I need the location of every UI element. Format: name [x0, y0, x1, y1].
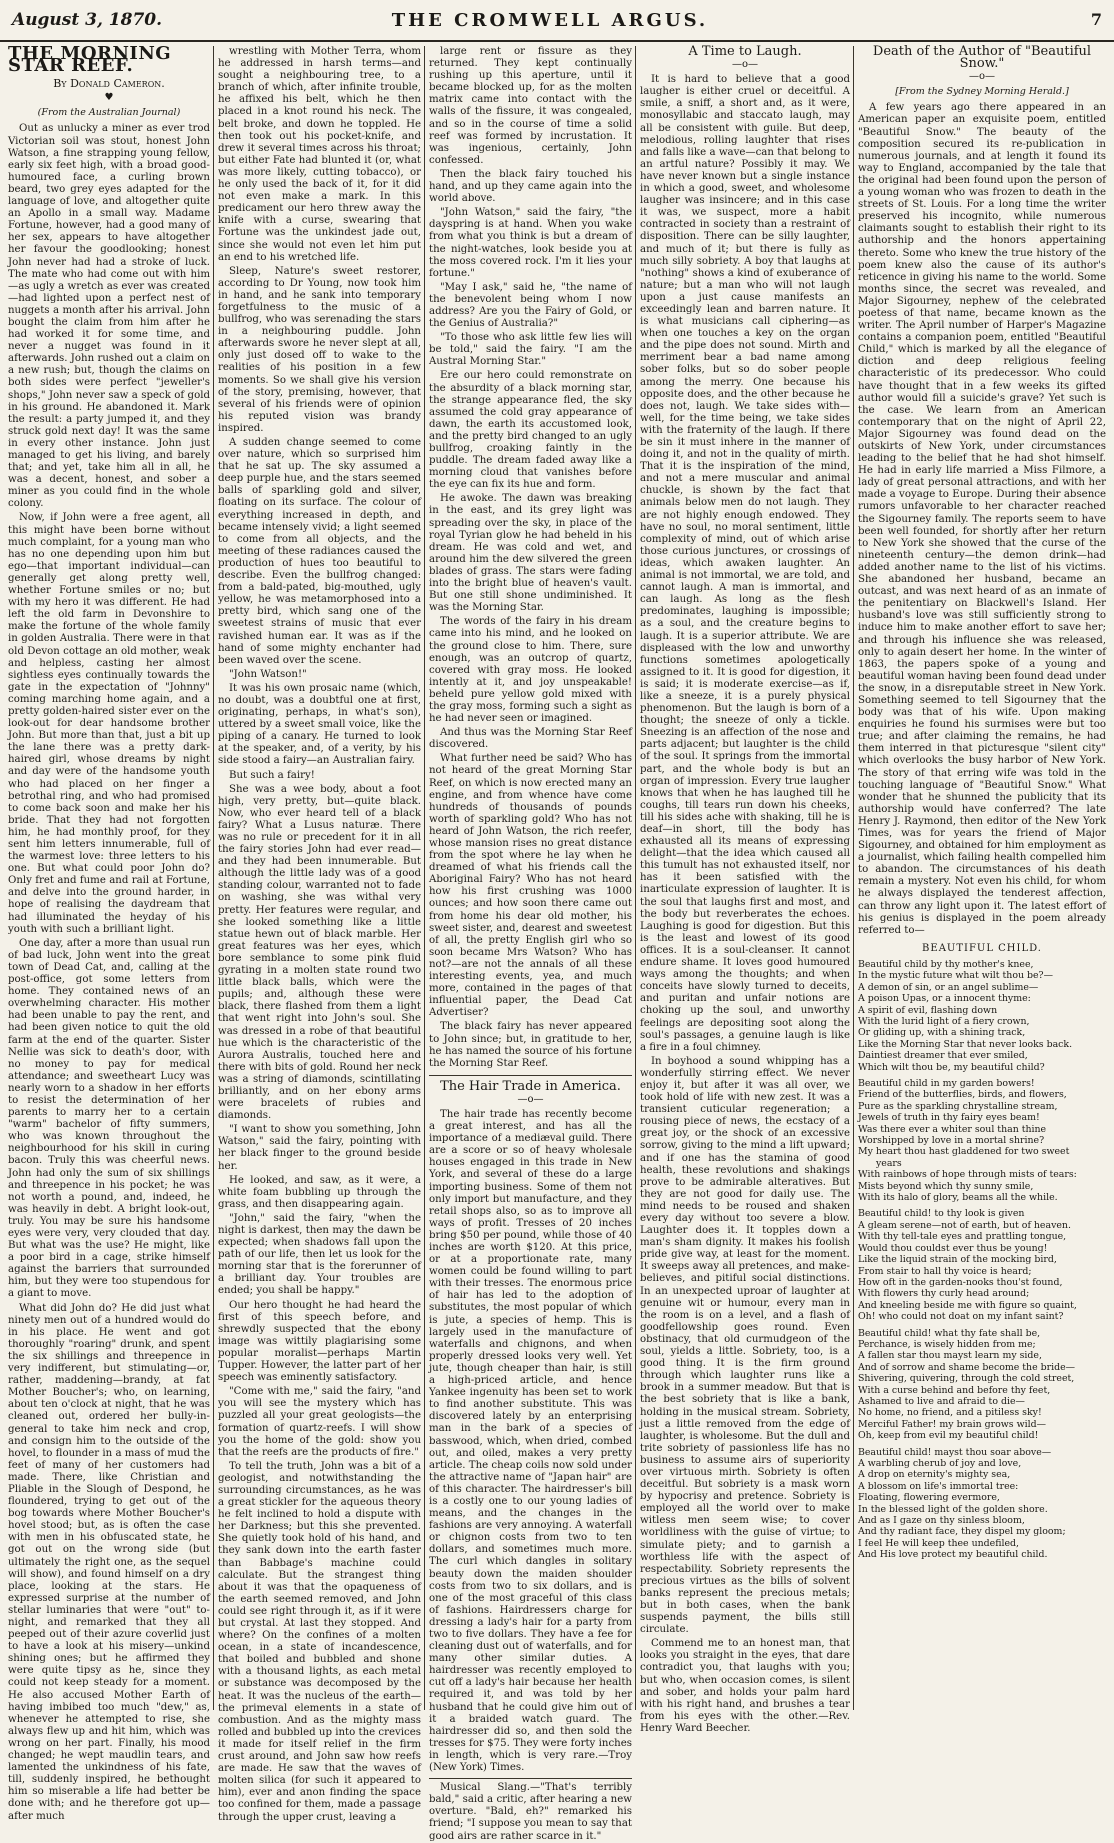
article-body: [429, 1109, 632, 1774]
poem-line: With a curse behind and before thy feet,: [858, 1384, 1051, 1396]
poem-line: Shivering, quivering, through the cold street,: [858, 1373, 1075, 1385]
paragraph: A sudden change seemed to come over nature, which so surprised him that he sat up. The sky assumed a deep purple hue, and the stars seemed balls of sparkling gold and silver, floating on its surface. The colour of everything increased in depth, and became intensely vivid; a light seemed to come from all objects, and the meeting of these radiances caused the production of hues too beautiful to describe. Even the bullfrog changed: from a bald-pated, big-mouthed, ugly yellow, he was metamorphosed into a pretty bird, which sang one of the sweetest strains of music that ever ravished human ear. It was as if the hand of some mighty enchanter had been waved over the scene.: [218, 437, 421, 666]
paragraph: "John Watson," said the fairy, "the dayspring is at hand. When you wake from what you think is but a dream of the night-watches, look beside you at the moss covered rock. I'm it lies your fortune.": [429, 207, 632, 279]
newspaper-title: THE CROMWELL ARGUS.: [391, 10, 709, 31]
poem-line: And thy radiant face, they dispel my gloom;: [858, 1526, 1066, 1538]
article-headline: THE MORNING STAR REEF.: [8, 43, 172, 77]
poem-line: A drop on eternity's mighty sea,: [858, 1469, 1011, 1481]
poem-line: Merciful Father! my brain grows wild—: [858, 1418, 1046, 1430]
poem-line: Beautiful child in my garden bowers!: [858, 1078, 1035, 1089]
paragraph: Our hero thought he had heard the first of this speech before, and shrewdly suspected that the ebony image was wittily plagiarising some popular moralist—perhaps Martin Tupper. However, the latter part of her speech was eminently satisfactory.: [218, 1299, 421, 1384]
article-body-continued: [218, 46, 421, 1824]
paragraph: "Come with me," said the fairy, "and you will see the mystery which has puzzled all your great geologists—the formation of quartz-reefs. I will show you the home of the gold: show you that the reefs are the products of fire.": [218, 1386, 421, 1458]
poem-line: Beautiful child! mayst thou soar above—: [858, 1446, 1052, 1458]
paragraph: But such a fairy!: [229, 769, 315, 781]
poem-line: A gleam serene—not of earth, but of heaven.: [858, 1219, 1071, 1231]
column-rule: [424, 46, 425, 1710]
section-divider: —o—: [731, 59, 759, 71]
paragraph: Out as unlucky a miner as ever trod Victorian soil was stout, honest John Watson, a fine strapping young fellow, early six feet high, with a broad good-humoured face, a curling brown beard, two grey eyes adapted for the language of love, and altogether quite an Apollo in a small way. Madame Fortune, however, had a good many of her sex, appears to have altogether her favour the goodlooking; honest John never had had a stroke of luck. The mate who had come out with him—as ugly a wretch as ever was created—had lighted upon a perfect nest of nuggets a month after his arrival. John bought the claim from him after he had worked it for some time, and never a nugget was found in it afterwards. John rushed out a claim on a new rush; but, though the claims on both sides were perfect "jeweller's shops," John never saw a speck of gold in his ground. He abandoned it. Mark the result: a party jumped it, and they struck gold next day! It was the same in every other instance. John just managed to get his living, and barely that; and yet, take him all in all, he was a decent, honest, and sober a miner as you could find in the whole colony.: [8, 123, 210, 510]
paragraph: "To those who ask little few lies will be told," said the fairy. "I am the Austral Morning Star.": [429, 332, 632, 368]
article-byline: By Donald Cameron.: [53, 77, 165, 91]
poem-stanza: [858, 1078, 1106, 1203]
poem-line: Like the Morning Star that never looks back.: [858, 1038, 1073, 1050]
poem-line: In the mystic future what wilt thou be?—: [858, 970, 1053, 982]
column-5: [858, 46, 1106, 1710]
poem-line: Jewels of truth in thy fairy eyes beam!: [858, 1112, 1040, 1124]
paragraph: "May I ask," said he, "the name of the benevolent being whom I now address? Are you the Fairy of Gold, or the Genius of Australia?": [429, 281, 632, 330]
poem-line: years: [876, 1157, 902, 1169]
paragraph: Musical Slang.—"That's terribly bald," said a critic, after hearing a new overture. "Bald, eh?" remarked his friend; "I suppose you mean to say that good airs are rather scarce in it.": [429, 1782, 632, 1842]
poem-line: With thy tell-tale eyes and prattling tongue,: [858, 1231, 1067, 1243]
paragraph: He looked, and saw, as it were, a white foam bubbling up through the grass, and then disappearing again.: [218, 1174, 421, 1210]
poem-line: Friend of the butterflies, birds, and flowers,: [858, 1089, 1067, 1101]
section-divider: —o—: [517, 1093, 544, 1105]
poem-line: Was there ever a whiter soul than thine: [858, 1123, 1047, 1135]
paragraph: wrestling with Mother Terra, whom he addressed in harsh terms—and sought a neighbouring tree, to a branch of which, after infinite trouble, he affixed his belt, which he then placed in a knot round his neck. The belt broke, and down he toppled. He then took out his pocket-knife, and drew it several times across his throat; but either Fate had blunted it (or, what was more likely, cutting tobacco), or he only used the back of it, for it did not even make a mark. In this predicament our hero threw away the knife with a curse, swearing that Fortune was the unkindest jade out, since she would not even let him put an end to his wretched life.: [218, 46, 421, 263]
paragraph: Ere our hero could remonstrate on the absurdity of a black morning star, the strange appearance fled, the sky assumed the cold gray appearance of dawn, the earth its accustomed look, and the pretty bird changed to an ugly bullfrog, croaking faintly in the puddle. The dream faded away like a morning cloud that vanishes before the eye can fix its hue and form.: [429, 370, 632, 491]
paragraph: And thus was the Morning Star Reef discovered.: [429, 727, 632, 751]
article-headline: The Hair Trade in America.: [429, 1075, 632, 1093]
paragraph: In boyhood a sound whipping has a wonderfully stirring effect. We never enjoy it, but after it was all over, we took hold of life with new zest. It was a transient cuticular regeneration; a rousing piece of news, the ecstacy of a great joy, or the shock of an excessive sorrow, giving to the mind a lift upward; and if one has the stamina of good health, these revolutions and shakings prove to be admirable alteratives. But they are not good for daily use. The mind needs to be roused and shaken every day without too severe a blow. Laughter does it. It topples down a man's sham dignity. It makes his foolish pride give way, at least for the moment. It sweeps away all pretences, and make-believes, and pitiful social distinctions. In an unexpected uproar of laughter at genuine wit or humour, every man in the room is on a level, and a flash of goodfellowship goes round. Even obstinacy, that old curmudgeon of the soul, yields a little. Sobriety, too, is a good thing. It is the firm ground through which laughter runs like a brook in a summer meadow. But that is the best sobriety that is like a bank, holding in the musical stream. Sobriety, just a little removed from the edge of laughter, is wholesome. But the dull and trite sobriety of passionless life has no business to assume airs of superiority over virtuous mirth. Sobriety is often deceitful. But sobriety is a mask worn by hypocrisy and pretence. Sobriety is employed all the world over to make witless men seem wise; to cover worldliness with the guise of virtue; to simulate piety; and to garnish a worthless life with the aspect of respectability. Sobriety represents the precious virtues as the bills of solvent banks represent the precious metals; but in both cases, when the bank suspends payment, the bills still circulate.: [640, 1055, 850, 1636]
poem-line: Floating, flowering evermore,: [858, 1492, 1000, 1504]
paragraph: The words of the fairy in his dream came into his mind, and he looked on the ground close to him. There, sure enough, was an outcrop of quartz, covered with gray moss. He looked intently at it, and joy unspeakable! beheld pure yellow gold mixed with the gray moss, forming such a sight as he had never seen or imagined.: [429, 616, 632, 725]
paragraph: Then the black fairy touched his hand, and up they came again into the world above.: [429, 168, 632, 205]
poem-line: Beautiful child by thy mother's knee,: [858, 958, 1034, 970]
issue-date: August 3, 1870.: [12, 10, 163, 30]
paragraph: It is hard to believe that a good laugher is either cruel or deceitful. A smile, a sniff, a short and, as it were, monosyllabic and staccato laugh, may all be consistent with guile. But deep, melodious, rolling laughter that rises and falls like a wave—can that belong to an artful nature? Possibly it may. We have never known but a single instance in which a good, sweet, and wholesome laugher was insincere; and in this case it was, we suspect, more a habit contracted in society than a restraint of disposition. There can be silly laughter, and much of it; but there is fully as much silly sobriety. A boy that laughs at "nothing" shows a kind of exuberance of nature; but a man who will not laugh upon a just cause manifests an exceedingly lean and barren nature. It is what musicians call ciphering—as when one touches a key on the organ and the pipe does not sound. Mirth and merriment bear a bad name among sober folks, but so do sober people among the merry. One because his opposite does, and the other because he does not, laugh. We take sides with—well, for the time being, we take sides with the fraternity of the laugh. If there be sin it must inhere in the manner of doing it, and not in the quality of mirth. That it is the inspiration of the mind, and not a mere muscular and animal chuckle, is shown by the fact that animals below men do not laugh. They are not highly enough endowed. They have no soul, no moral sentiment, little complexity of mind, out of which arise those curious junctures, or crossings of ideas, which awaken laughter. An animal is not immortal, we are told, and cannot laugh. A man is immortal, and can laugh. As long as the flesh predominates, laughing is impossible; as a soul, and the creature begins to laugh. It is a superior attribute. We are displeased with the low and unworthy functions sometimes apologetically assigned to it. It is good for digestion, it is said; it is moderate exercise—as if, like a sneeze, it is a purely physical phenomenon. But the laugh is born of a thought; the sneeze of only a tickle. Sneezing is an affection of the nose and parts adjacent; but laughter is the child of the soul. It springs from the immortal part, and the whole body is but an organ of impression. Every true laugher knows that when he has laughed till he coughs, till tears run down his cheeks, till his sides ache with shaking, till he is deaf—in short, till the body has exhausted all its means of expressing delight—that the idea which caused all this tumult has not exhausted itself, nor has it been satisfied with the inarticulate expression of laughter. It is the soul that laughs first and most, and the body but reverberates the echoes. Laughing is good for digestion. But this is the least and lowest of its good offices. It is a soul-cleanser. It cannot endure shame. It loves good humoured ways among the thoughts; and when conceits have slowly turned to deceits, and puritan and unfair notions are choking up the soul, and unworthy feelings are depositing soot along the soul's passages, a genuine laugh is like a fire in a foul chimney.: [640, 74, 850, 1053]
poem-line: I feel He will keep thee undefiled,: [858, 1537, 1019, 1549]
poem-line: Beautiful child! to thy look is given: [858, 1208, 1025, 1220]
masthead: [0, 0, 1114, 42]
article-body: [640, 74, 850, 1735]
poem-stanza: [858, 1328, 1106, 1442]
poem-line: A warbling cherub of joy and love,: [858, 1458, 1022, 1469]
poem-line: Oh, keep from evil my beautiful child!: [858, 1430, 1039, 1442]
paragraph: He awoke. The dawn was breaking in the east, and its grey light was spreading over the sky, in place of the royal Tyrian glow he had beheld in his dream. He was cold and wet, and around him the dew silvered the green blades of grass. The stars were fading into the bright blue of heaven's vault. But one still shone undiminished. It was the Morning Star.: [429, 493, 632, 614]
poem-line: Like the liquid strain of the mocking bird,: [858, 1254, 1057, 1266]
paragraph: What did John do? He did just what ninety men out of a hundred would do in his place. He went and got thoroughly "roaring" drunk, and spent the six shillings and threepence in very indifferent, but stimulating—or, rather, maddening—brandy, at fat Mother Boucher's; who, on learning, about ten o'clock at night, that he was cleaned out, ordered her bully-in-general to take him neck and crop, and consign him to the outside of the hovel, to flounder in a mass of mud the feet of many of her customers had made. There, like Christian and Pliable in the Slough of Despond, he floundered, trying to get out of the bog towards where Mother Boucher's hovel stood; but, as is often the case with men in his obfuscated state, he got out on the wrong side (but ultimately the right one, as the sequel will show), and found himself on a dry place, looking at the stars. He expressed surprise at the number of stellar luminaries that were "out" to-night, and remarked that they all peeped out of their azure coverlid just to have a look at his misery—unkind shining ones; but he affirmed they were quite tipsy as he, since they could not keep steady for a moment. He also accused Mother Earth of having imbibed too much "dew," as, whenever he attempted to rise, she always flew up and hit him, which was wrong on her part. Finally, his mood changed; he wept maudlin tears, and lamented the unkindness of his fate, till, suddenly inspired, he bethought him so miserable a life had better be done with; and he therefore got up—after much: [8, 1302, 210, 1822]
column-1: [8, 43, 210, 1822]
poem-line: No home, no friend, and a pitiless sky!: [858, 1407, 1042, 1419]
poem-line: Mists beyond which thy sunny smile,: [858, 1180, 1034, 1192]
poem-line: A poison Upas, or a innocent thyme:: [858, 993, 1031, 1005]
poem-stanza: [858, 959, 1106, 1073]
poem-line: And of sorrow and shame become the bride—: [858, 1361, 1076, 1373]
column-2: [218, 46, 421, 1823]
paragraph: A few years ago there appeared in an American paper an exquisite poem, entitled "Beautiful Snow." The beauty of the composition secured its re-publication in numerous journals, and at length it found its way to England, accompanied by the tale that the original had been found upon the person of a young woman who was frozen to death in the streets of St. Louis. For a long time the writer preserved his incognito, while numerous claimants sought to establish their right to its authorship and the honors appertaining thereto. Some who knew the true history of the poem knew also the cause of its author's reticence in giving his name to the world. Some months since, the secret was revealed, and Major Sigourney, nephew of the celebrated poetess of that name, became known as the writer. The April number of Harper's Magazine contains a companion poem, entitled "Beautiful Child," which is marked by all the elegance of diction and deep religious feeling characteristic of its predecessor. Who could have thought that in a few weeks its gifted author would fill a suicide's grave? Yet such is the case. We learn from an American contemporary that on the night of April 22, Major Sigourney was found dead on the outskirts of New York, under circumstances leading to the belief that he had shot himself. He had in early life married a Miss Filmore, a lady of great personal attractions, and with her made a voyage to Europe. During their absence rumors unfavorable to her character reached the Sigourney family. The reports seem to have been well founded, for shortly after her return to New York she showed that the curse of the nineteenth century—the demon drink—had added another name to the list of his victims. She abandoned her husband, became an outcast, and was next heard of as an inmate of the penitentiary on Blackwell's Island. Her husband's love was still sufficiently strong to induce him to make another effort to save her; and through his influence she was released, only to again desert her home. In the winter of 1863, the papers spoke of a young and beautiful woman having been found dead under the snow, in a disreputable street in New York. Something seemed to tell Sigourney that the body was that of his wife. Upon making enquiries he found his surmises were but too true; and after claiming the remains, he had them interred in that picturesque "silent city" which overlooks the busy harbor of New York. The story of that erring wife was told in the touching language of "Beautiful Snow." What wonder that he shunned the publicity that its authorship would have conferred? The late Henry J. Raymond, then editor of the New York Times, was for years the friend of Major Sigourney, and obtained for him employment as a journalist, which failing health compelled him to abandon. The circumstances of his death remain a mystery. Not even his child, for whom he always displayed the tenderest affection, can throw any light upon it. The latest effort of his genius is displayed in the poem already referred to—: [858, 102, 1106, 936]
poem-line: And His love protect my beautiful child.: [858, 1549, 1048, 1561]
poem-title: BEAUTIFUL CHILD.: [922, 942, 1042, 954]
poem-stanza: [858, 1447, 1106, 1561]
paragraph: One day, after a more than usual run of bad luck, John went into the great town of Dead Cat, and, calling at the post-office, got some letters from home. They contained news of an overwhelming character. His mother had been unable to pay the rent, and had been given notice to quit the old farm at the end of the quarter. Sister Nellie was sick to death's door, with no money to pay for medical attendance; and sweetheart Lucy was nearly worn to a shadow in her efforts to resist the determination of her parents to marry her to a certain "warm" bachelor of fifty summers, who was known throughout the neighbourhood for his skill in curing bacon. Truly this was cheerful news. John had only the sum of six shillings and threepence in his pocket; he was not worth a pound, and, indeed, he was heavily in debt. A bright look-out, truly. You may be sure his handsome eyes were very, very clouded that day. But what was the use? He might, like a poor bird in a cage, strike himself against the barriers that surrounded him, but they were too stupendous for a giant to move.: [8, 937, 210, 1300]
poem-line: Would thou couldst ever thus be young!: [858, 1242, 1048, 1254]
paragraph: Now, if John were a free agent, all this might have been borne without much complaint, for a young man who has no one depending upon him but ego—that important individual—can generally get along pretty well, whether Fortune smiles or no; but with my hero it was different. He had left the old farm in Devonshire to make the fortune of the whole family in golden Australia. There were in that old Devon cottage an old mother, weak and helpless, casting her almost sightless eyes continually towards the gate in the expectation of "Johnny" coming marching home again, and a pretty golden-haired sister ever on the look-out for dear handsome brother John. But more than that, just a bit up the lane there was a pretty dark-haired girl, whose dreams by night and day were of the handsome youth who had placed on her finger a betrothal ring, and who had promised to come back soon and make her his bride. That they had not forgotten him, he had monthly proof, for they sent him letters innumerable, full of the warmest love: three letters to his one. But what could poor John do? Only fret and fume and rail at Fortune, and delve into the ground harder, in hope of realising the daydream that had illuminated the heyday of his youth with such a brilliant light.: [8, 512, 210, 935]
poem-line: Pure as the sparkling chrystalline stream,: [858, 1100, 1058, 1112]
paragraph: What further need be said? Who has not heard of the great Morning Star Reef, on which is now erected many an engine, and from whence have come hundreds of thousands of pounds worth of sparkling gold? Who has not heard of John Watson, the rich reefer, whose mansion rises no great distance from the spot where he lay when he dreamed of what his friends call the Aboriginal Fairy? Who has not heard how his first crushing was 1000 ounces; and how soon there came out from home his dear old mother, his sweet sister, and, dearest and sweetest of all, the pretty English girl who so soon became Mrs Watson? Who has not?—are not the annals of all these interesting events, yea, and much more, contained in the pages of that influential paper, the Dead Cat Advertiser?: [429, 753, 632, 1019]
poem-line: Worshipped by love in a mortal shrine?: [858, 1135, 1045, 1147]
column-4: [640, 44, 850, 1734]
column-rule: [635, 46, 636, 1710]
poem-line: With its halo of glory, beams all the while.: [858, 1192, 1058, 1204]
article-source: (From the Australian Journal): [37, 107, 181, 119]
heart-ornament-icon: ♥: [104, 92, 114, 104]
poem-line: A fallen star thou mayst learn my side,: [858, 1350, 1042, 1362]
paragraph: She was a wee body, about a foot high, very pretty, but—quite black. Now, who ever heard tell of a black fairy? What a Lusus naturæ. There was no rule or precedent for it in all the fairy stories John had ever read—and they had been innumerable. But although the little lady was of a good standing colour, warranted not to fade on washing, she was withal very pretty. Her features were regular, and she looked something like a little statue hewn out of black marble. Her great features was her eyes, which bore semblance to some pink fluid gyrating in a molten state round two little black balls, which were the pupils; and, although these were black, there flashed from them a light that went right into John's soul. She was dressed in a robe of that beautiful hue which is the characteristic of the Aurora Australis, touched here and there with bits of gold. Round her neck was a string of diamonds, scintillating brilliantly, and on her ebony arms were bracelets of rubies and diamonds.: [218, 783, 421, 1122]
paragraph: large rent or fissure as they returned. They kept continually rushing up this aperture, until it became blocked up, for as the molten matrix came into contact with the walls of the fissure, it was congealed, and so in the course of time a solid reef was formed by incrustation. It was ingenious, certainly, John confessed.: [429, 46, 632, 166]
paragraph: To tell the truth, John was a bit of a geologist, and notwithstanding the surrounding circumstances, as he was a great stickler for the aqueous theory he felt inclined to hold a dispute with her Darkness; but this she prevented. She quietly took hold of his hand, and they sank down into the earth faster than Babbage's machine could calculate. But the strangest thing about it was that the opaqueness of the earth seemed removed, and John could see right through it, as if it were but crystal. At last they stopped. And where? On the confines of a molten ocean, in a state of incandescence, that boiled and bubbled and shone with a thousand lights, as each metal or substance was decomposed by the heat. It was the nucleus of the earth—the primeval elements in a state of combustion. And as the mighty mass rolled and bubbled up into the crevices it made for itself relief in the firm crust around, and John saw how reefs are made. He saw that the waves of molten silica (for such it appeared to him), ever and anon finding the space too confined for them, made a passage through the upper crust, leaving a: [218, 1460, 421, 1823]
poem-line: And kneeling beside me with figure so quaint,: [858, 1299, 1077, 1311]
poem-line: A demon of sin, or an angel sublime—: [858, 981, 1039, 993]
article-body: [8, 123, 210, 1822]
paragraph: "John Watson!": [229, 668, 307, 680]
paragraph: It was his own prosaic name (which, no doubt, was a doubtful one at first, originating, perhaps, in what's son), uttered by a sweet small voice, like the piping of a canary. He turned to look at the speaker, and, of a verity, by his side stood a fairy—an Australian fairy.: [218, 682, 421, 767]
paragraph: Sleep, Nature's sweet restorer, according to Dr Young, now took him in hand, and he sank into temporary forgetfulness to the music of a bullfrog, who was serenading the stars in a neighbouring puddle. John afterwards swore he never slept at all, only just dosed off to wake to the realities of his position in a few moments. So we shall give his version of the story, premising, however, that several of his friends were of opinion his reputed vision was brandy inspired.: [218, 265, 421, 434]
article-headline: A Time to Laugh.: [688, 44, 802, 59]
paragraph: The black fairy has never appeared to John since; but, in gratitude to her, he has named the source of his fortune the Morning Star Reef.: [429, 1021, 632, 1069]
paragraph: Commend me to an honest man, that looks you straight in the eyes, that dare contradict you, that laughs with you; but who, when occasion comes, is silent and sober, and holds your palm hard with his right hand, and brushes a tear from his eyes with the other.—Rev. Henry Ward Beecher.: [640, 1638, 850, 1734]
poem-line: Or gliding up, with a shining track,: [858, 1027, 1026, 1039]
poem-line: With flowers thy curly head around;: [858, 1288, 1030, 1300]
poem-line: Daintiest dreamer that ever smiled,: [858, 1050, 1028, 1062]
article-source: [From the Sydney Morning Herald.]: [895, 86, 1069, 98]
poem-line: Ashamed to live and afraid to die—: [858, 1395, 1025, 1407]
poem-line: With the lurid light of a fiery crown,: [858, 1015, 1030, 1027]
poem-line: Perchance, is wisely hidden from me;: [858, 1338, 1036, 1350]
poem-line: A spirit of evil, flashing down: [858, 1004, 998, 1016]
column-rule: [853, 46, 854, 1710]
poem-line: With rainbows of hope through mists of tears:: [858, 1169, 1077, 1181]
page-number: 7: [1090, 10, 1102, 29]
paragraph: The hair trade has recently become a great interest, and has all the importance of a mediæval guild. There are a score or so of heavy wholesale houses engaged in this trade in New York, and several of these do a large importing business. Some of them not only import but manufacture, and they retail shops also, so as to improve all ways of profit. Tresses of 20 inches bring $50 per pound, while those of 40 inches are worth $120. At this price, or at a proportionate rate, many women could be found willing to part with their tresses. The enormous price of hair has led to the adoption of substitutes, the most popular of which is jute, a species of hemp. This is largely used in the manufacture of waterfalls and chignons, and when properly dressed looks very well. Yet jute, though cheaper than hair, is still a high-priced article, and hence Yankee ingenuity has been set to work to find another substitute. This was discovered lately by an enterprising man in the bark of a species of basswood, which, when dried, combed out, and oiled, makes a very pretty article. The cheap coils now sold under the attractive name of "Japan hair" are of this character. The hairdresser's bill is a costly one to our young ladies of means, and the changes in the fashions are very annoying. A waterfall or chignon costs from two to ten dollars, and sometimes much more. The curl which dangles in solitary beauty down the maiden shoulder costs from two to six dollars, and is one of the most graceful of this class of fashions. Hairdressers charge for dressing a lady's hair for a party from two to five dollars. They have a fee for cleaning dust out of waterfalls, and for many other similar duties. A hairdresser was recently employed to cut off a lady's hair because her health required it, and was told by her husband that he could give him out of it a braided watch guard. The hairdresser did so, and then sold the tresses for $75. They were forty inches in length, which is very rare.—Troy (New York) Times.: [429, 1108, 632, 1774]
poem-line: In the blessed light of the golden shore.: [858, 1503, 1048, 1515]
poem-line: My heart thou hast gladdened for two sweet: [858, 1146, 1070, 1158]
article-headline: Death of the Author of "Beautiful Snow.": [872, 44, 1092, 72]
article-body: [429, 1778, 632, 1842]
poem-line: How oft in the garden-nooks thou'st found,: [858, 1276, 1063, 1288]
poem-line: Oh! who could not doat on my infant saint?: [858, 1311, 1064, 1323]
poem-line: A blossom on life's immortal tree:: [858, 1480, 1019, 1492]
poem: [858, 959, 1106, 1561]
poem-line: Which wilt thou be, my beautiful child?: [858, 1061, 1045, 1073]
poem-line: And as I gaze on thy sinless bloom,: [858, 1515, 1025, 1527]
poem-line: From stair to hall thy voice is heard;: [858, 1265, 1032, 1277]
article-body-end: [429, 46, 632, 1070]
column-rule: [213, 46, 214, 1710]
section-divider: —o—: [968, 71, 996, 83]
poem-stanza: [858, 1208, 1106, 1322]
article-body: [858, 102, 1106, 936]
column-3: [429, 46, 632, 1842]
paragraph: "I want to show you something, John Watson," said the fairy, pointing with her black finger to the ground beside her.: [218, 1124, 421, 1172]
poem-line: Beautiful child! what thy fate shall be,: [858, 1327, 1041, 1339]
paragraph: "John," said the fairy, "when the night is darkest, then may the dawn be expected; when shadows fall upon the path of our life, then let us look for the morning star that is the forerunner of a brilliant day. Your troubles are ended; you shall be happy.": [218, 1212, 421, 1297]
